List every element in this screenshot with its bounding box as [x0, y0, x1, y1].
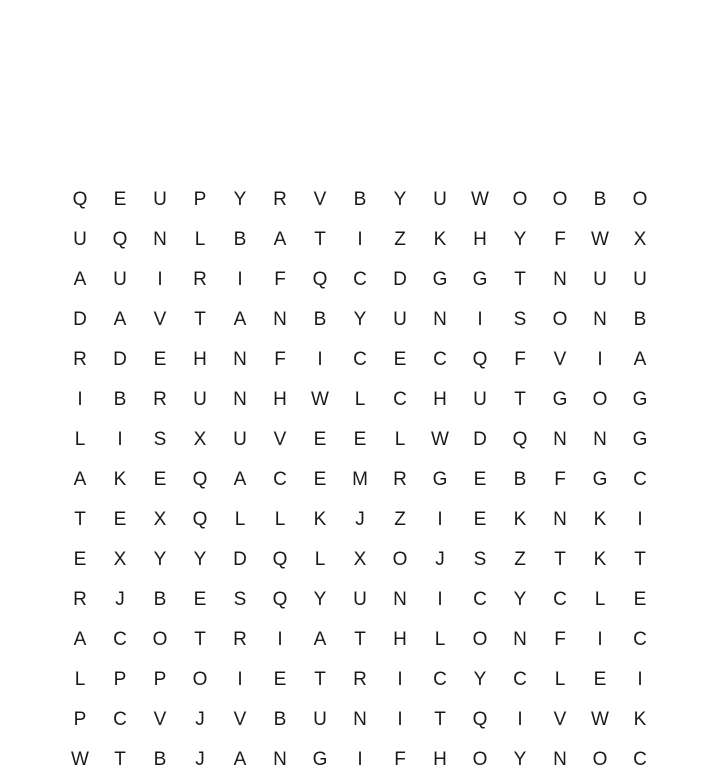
grid-letter[interactable]: U [73, 229, 87, 250]
grid-letter[interactable]: E [393, 349, 407, 370]
grid-letter[interactable]: V [273, 429, 287, 450]
grid-letter[interactable]: C [513, 669, 527, 690]
grid-letter[interactable]: G [552, 389, 568, 410]
grid-letter[interactable]: U [353, 589, 367, 610]
grid-letter[interactable]: N [513, 629, 527, 650]
grid-letter[interactable]: C [553, 589, 567, 610]
grid-letter[interactable]: E [313, 469, 327, 490]
grid-letter[interactable]: R [353, 669, 367, 690]
grid-letter[interactable]: N [353, 709, 367, 730]
grid-letter[interactable]: O [592, 389, 608, 410]
grid-letter[interactable]: V [153, 709, 167, 730]
grid-letter[interactable]: W [591, 229, 609, 250]
grid-letter[interactable]: B [633, 309, 647, 330]
grid-row [60, 660, 660, 700]
grid-letter[interactable]: K [593, 509, 607, 530]
grid-letter[interactable]: S [233, 589, 247, 610]
grid-letter[interactable]: W [71, 749, 89, 770]
grid-letter[interactable]: J [435, 549, 445, 570]
grid-letter[interactable]: X [633, 229, 647, 250]
grid-letter[interactable]: Y [513, 749, 527, 770]
grid-letter[interactable]: B [113, 389, 127, 410]
grid-letter[interactable]: I [317, 349, 323, 370]
grid-row [60, 500, 660, 540]
grid-letter[interactable]: K [313, 509, 327, 530]
grid-letter[interactable]: K [113, 469, 127, 490]
grid-letter[interactable]: L [274, 509, 286, 530]
grid-letter[interactable]: Q [472, 709, 488, 730]
grid-row [60, 420, 660, 460]
grid-letter[interactable]: N [593, 429, 607, 450]
grid-letter[interactable]: B [153, 749, 167, 770]
grid-letter[interactable]: G [632, 389, 648, 410]
grid-row [60, 740, 660, 780]
grid-letter[interactable]: I [237, 669, 243, 690]
grid-letter[interactable]: B [513, 469, 527, 490]
grid-row [60, 540, 660, 580]
grid-letter[interactable]: E [593, 669, 607, 690]
grid-letter[interactable]: R [233, 629, 247, 650]
grid-letter[interactable]: T [314, 229, 326, 250]
grid-letter[interactable]: G [632, 429, 648, 450]
grid-letter[interactable]: L [434, 629, 446, 650]
grid-letter[interactable]: I [397, 669, 403, 690]
grid-letter[interactable]: Y [513, 229, 527, 250]
grid-letter[interactable]: H [433, 389, 447, 410]
grid-letter[interactable]: O [472, 629, 488, 650]
grid-letter[interactable]: Y [393, 189, 407, 210]
grid-letter[interactable]: E [153, 469, 167, 490]
grid-letter[interactable]: N [553, 269, 567, 290]
grid-letter[interactable]: T [114, 749, 126, 770]
grid-letter[interactable]: P [113, 669, 127, 690]
grid-letter[interactable]: I [597, 629, 603, 650]
grid-letter[interactable]: Y [313, 589, 327, 610]
grid-letter[interactable]: R [273, 189, 287, 210]
grid-letter[interactable]: I [517, 709, 523, 730]
grid-letter[interactable]: I [437, 589, 443, 610]
grid-letter[interactable]: R [193, 269, 207, 290]
grid-row [60, 300, 660, 340]
grid-letter[interactable]: T [434, 709, 446, 730]
grid-letter[interactable]: G [432, 469, 448, 490]
grid-letter[interactable]: C [353, 349, 367, 370]
grid-row [60, 460, 660, 500]
grid-letter[interactable]: H [273, 389, 287, 410]
grid-letter[interactable]: S [153, 429, 167, 450]
grid-letter[interactable]: Y [233, 189, 247, 210]
grid-letter[interactable]: K [433, 229, 447, 250]
grid-letter[interactable]: Q [312, 269, 328, 290]
grid-letter[interactable]: F [394, 749, 406, 770]
grid-letter[interactable]: H [433, 749, 447, 770]
grid-letter[interactable]: K [633, 709, 647, 730]
grid-letter[interactable]: J [195, 709, 205, 730]
grid-letter[interactable]: V [553, 349, 567, 370]
grid-letter[interactable]: W [591, 709, 609, 730]
grid-letter[interactable]: T [74, 509, 86, 530]
grid-row [60, 700, 660, 740]
grid-letter[interactable]: N [553, 509, 567, 530]
grid-letter[interactable]: A [313, 629, 327, 650]
grid-letter[interactable]: B [313, 309, 327, 330]
grid-letter[interactable]: L [354, 389, 366, 410]
grid-letter[interactable]: U [393, 309, 407, 330]
grid-letter[interactable]: C [633, 749, 647, 770]
grid-letter[interactable]: B [153, 589, 167, 610]
grid-letter[interactable]: C [353, 269, 367, 290]
grid-letter[interactable]: U [633, 269, 647, 290]
grid-letter[interactable]: Q [192, 469, 208, 490]
grid-row [60, 260, 660, 300]
grid-letter[interactable]: Q [72, 189, 88, 210]
grid-letter[interactable]: O [512, 189, 528, 210]
grid-letter[interactable]: E [113, 509, 127, 530]
grid-letter[interactable]: Z [394, 509, 406, 530]
grid-letter[interactable]: J [355, 509, 365, 530]
grid-letter[interactable]: G [432, 269, 448, 290]
grid-letter[interactable]: R [393, 469, 407, 490]
grid-letter[interactable]: C [433, 669, 447, 690]
grid-letter[interactable]: B [273, 709, 287, 730]
grid-letter[interactable]: I [637, 669, 643, 690]
grid-letter[interactable]: D [233, 549, 247, 570]
grid-letter[interactable]: F [554, 469, 566, 490]
grid-letter[interactable]: N [553, 429, 567, 450]
grid-row [60, 180, 660, 220]
grid-row [60, 340, 660, 380]
grid-letter[interactable]: O [552, 189, 568, 210]
grid-letter[interactable]: N [233, 389, 247, 410]
grid-letter[interactable]: H [473, 229, 487, 250]
grid-letter[interactable]: N [433, 309, 447, 330]
grid-letter[interactable]: G [472, 269, 488, 290]
grid-letter[interactable]: C [433, 349, 447, 370]
grid-letter[interactable]: V [153, 309, 167, 330]
grid-letter[interactable]: S [473, 549, 487, 570]
grid-letter[interactable]: Q [512, 429, 528, 450]
grid-letter[interactable]: U [153, 189, 167, 210]
grid-letter[interactable]: E [73, 549, 87, 570]
grid-letter[interactable]: N [553, 749, 567, 770]
grid-letter[interactable]: O [392, 549, 408, 570]
grid-letter[interactable]: E [273, 669, 287, 690]
grid-letter[interactable]: C [113, 709, 127, 730]
grid-letter[interactable]: Z [514, 549, 526, 570]
grid-letter[interactable]: I [397, 709, 403, 730]
grid-letter[interactable]: Y [513, 589, 527, 610]
grid-letter[interactable]: L [554, 669, 566, 690]
grid-letter[interactable]: W [431, 429, 449, 450]
grid-letter[interactable]: R [73, 589, 87, 610]
grid-letter[interactable]: Q [192, 509, 208, 530]
grid-letter[interactable]: F [554, 629, 566, 650]
grid-letter[interactable]: C [473, 589, 487, 610]
grid-letter[interactable]: B [353, 189, 367, 210]
grid-letter[interactable]: V [313, 189, 327, 210]
grid-letter[interactable]: T [354, 629, 366, 650]
grid-letter[interactable]: O [152, 629, 168, 650]
grid-letter[interactable]: N [233, 349, 247, 370]
grid-letter[interactable]: W [311, 389, 329, 410]
grid-letter[interactable]: L [194, 229, 206, 250]
grid-letter[interactable]: J [115, 589, 125, 610]
grid-letter[interactable]: T [554, 549, 566, 570]
grid-letter[interactable]: Y [473, 669, 487, 690]
grid-letter[interactable]: M [352, 469, 368, 490]
grid-letter[interactable]: I [277, 629, 283, 650]
grid-letter[interactable]: N [273, 749, 287, 770]
grid-letter[interactable]: R [153, 389, 167, 410]
grid-letter[interactable]: X [193, 429, 207, 450]
grid-letter[interactable]: A [233, 749, 247, 770]
grid-letter[interactable]: I [117, 429, 123, 450]
grid-letter[interactable]: K [593, 549, 607, 570]
grid-letter[interactable]: F [514, 349, 526, 370]
grid-letter[interactable]: I [237, 269, 243, 290]
grid-letter[interactable]: E [153, 349, 167, 370]
grid-letter[interactable]: A [233, 469, 247, 490]
grid-letter[interactable]: H [193, 349, 207, 370]
grid-letter[interactable]: I [357, 749, 363, 770]
grid-letter[interactable]: C [113, 629, 127, 650]
grid-letter[interactable]: O [592, 749, 608, 770]
grid-letter[interactable]: L [314, 549, 326, 570]
grid-letter[interactable]: L [74, 429, 86, 450]
grid-letter[interactable]: U [233, 429, 247, 450]
grid-letter[interactable]: A [273, 229, 287, 250]
grid-letter[interactable]: Y [353, 309, 367, 330]
grid-letter[interactable]: V [233, 709, 247, 730]
grid-letter[interactable]: H [393, 629, 407, 650]
grid-letter[interactable]: X [113, 549, 127, 570]
grid-letter[interactable]: N [393, 589, 407, 610]
grid-letter[interactable]: I [637, 509, 643, 530]
grid-letter[interactable]: L [74, 669, 86, 690]
grid-letter[interactable]: X [153, 509, 167, 530]
grid-letter[interactable]: I [357, 229, 363, 250]
grid-letter[interactable]: R [73, 349, 87, 370]
grid-letter[interactable]: U [593, 269, 607, 290]
grid-letter[interactable]: N [593, 309, 607, 330]
grid-letter[interactable]: L [234, 509, 246, 530]
grid-letter[interactable]: O [632, 189, 648, 210]
grid-letter[interactable]: A [233, 309, 247, 330]
grid-letter[interactable]: E [113, 189, 127, 210]
grid-letter[interactable]: E [353, 429, 367, 450]
grid-letter[interactable]: O [472, 749, 488, 770]
grid-letter[interactable]: I [477, 309, 483, 330]
grid-letter[interactable]: T [514, 269, 526, 290]
grid-letter[interactable]: O [552, 309, 568, 330]
grid-letter[interactable]: G [312, 749, 328, 770]
grid-letter[interactable]: T [314, 669, 326, 690]
grid-letter[interactable]: I [157, 269, 163, 290]
grid-letter[interactable]: I [597, 349, 603, 370]
grid-letter[interactable]: D [473, 429, 487, 450]
grid-letter[interactable]: C [633, 629, 647, 650]
grid-letter[interactable]: A [73, 469, 87, 490]
grid-letter[interactable]: E [633, 589, 647, 610]
grid-letter[interactable]: Q [272, 589, 288, 610]
grid-letter[interactable]: Y [153, 549, 167, 570]
grid-letter[interactable]: C [393, 389, 407, 410]
grid-letter[interactable]: Q [112, 229, 128, 250]
grid-letter[interactable]: L [394, 429, 406, 450]
grid-letter[interactable]: G [592, 469, 608, 490]
grid-row [60, 220, 660, 260]
grid-letter[interactable]: P [73, 709, 87, 730]
grid-letter[interactable]: D [393, 269, 407, 290]
grid-letter[interactable]: A [73, 629, 87, 650]
grid-letter[interactable]: B [233, 229, 247, 250]
grid-letter[interactable]: I [437, 509, 443, 530]
grid-letter[interactable]: A [113, 309, 127, 330]
grid-letter[interactable]: V [553, 709, 567, 730]
grid-letter[interactable]: B [593, 189, 607, 210]
grid-letter[interactable]: E [473, 509, 487, 530]
grid-row [60, 580, 660, 620]
grid-letter[interactable]: K [513, 509, 527, 530]
grid-letter[interactable]: Q [472, 349, 488, 370]
grid-letter[interactable]: T [634, 549, 646, 570]
grid-letter[interactable]: U [433, 189, 447, 210]
grid-letter[interactable]: U [113, 269, 127, 290]
letter-grid [60, 180, 660, 780]
grid-letter[interactable]: D [73, 309, 87, 330]
grid-letter[interactable]: U [473, 389, 487, 410]
grid-letter[interactable]: T [194, 309, 206, 330]
grid-letter[interactable]: F [274, 269, 286, 290]
grid-letter[interactable]: F [554, 229, 566, 250]
grid-letter[interactable]: N [273, 309, 287, 330]
grid-letter[interactable]: U [313, 709, 327, 730]
grid-letter[interactable]: S [513, 309, 527, 330]
grid-row [60, 380, 660, 420]
grid-letter[interactable]: X [353, 549, 367, 570]
grid-letter[interactable]: N [153, 229, 167, 250]
grid-letter[interactable]: C [633, 469, 647, 490]
grid-letter[interactable]: E [193, 589, 207, 610]
grid-letter[interactable]: E [473, 469, 487, 490]
grid-letter[interactable]: Y [193, 549, 207, 570]
grid-letter[interactable]: F [274, 349, 286, 370]
grid-letter[interactable]: W [471, 189, 489, 210]
grid-letter[interactable]: O [192, 669, 208, 690]
grid-letter[interactable]: A [633, 349, 647, 370]
grid-letter[interactable]: C [273, 469, 287, 490]
grid-letter[interactable]: A [73, 269, 87, 290]
grid-letter[interactable]: I [77, 389, 83, 410]
grid-letter[interactable]: D [113, 349, 127, 370]
grid-letter[interactable]: Q [272, 549, 288, 570]
grid-row [60, 620, 660, 660]
grid-letter[interactable]: Z [394, 229, 406, 250]
grid-letter[interactable]: P [193, 189, 207, 210]
grid-letter[interactable]: T [514, 389, 526, 410]
grid-letter[interactable]: P [153, 669, 167, 690]
grid-letter[interactable]: U [193, 389, 207, 410]
grid-letter[interactable]: L [594, 589, 606, 610]
grid-letter[interactable]: J [195, 749, 205, 770]
grid-letter[interactable]: T [194, 629, 206, 650]
grid-letter[interactable]: E [313, 429, 327, 450]
